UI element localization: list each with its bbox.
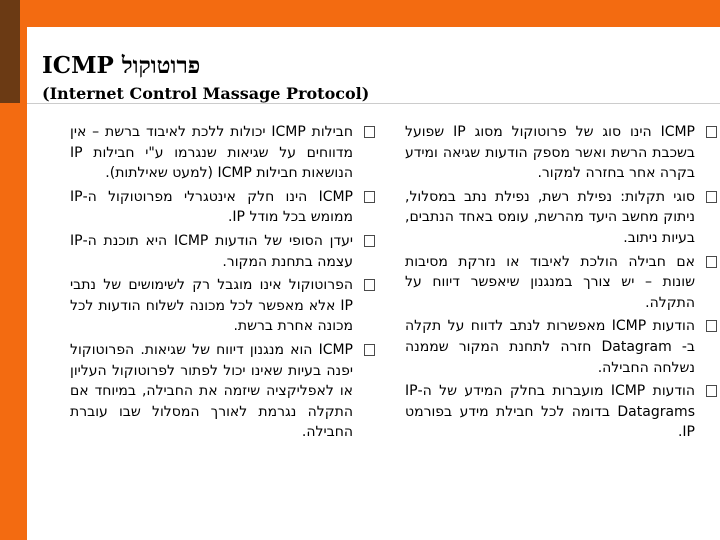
square-bullet-icon xyxy=(364,126,375,138)
square-bullet-icon xyxy=(364,235,375,247)
bullet-list-left xyxy=(70,122,353,446)
title-divider xyxy=(27,103,720,104)
list-item xyxy=(405,316,695,378)
list-item xyxy=(70,231,353,272)
list-item-text: אם חבילה הולכת לאיבוד או נזרקת מסיבות שונות – יש צורך במנגנון שיאפשר דיווח על התקלה. xyxy=(405,253,695,311)
list-item xyxy=(70,340,353,443)
list-item-text: סוגי תקלות: נפילת רשת, נפילת נתב במסלול, ניתוק מחשב היעד מהרשת, עומס באחד הנתבים, בעיות ניתוב. xyxy=(405,188,695,246)
square-bullet-icon xyxy=(706,320,717,332)
square-bullet-icon xyxy=(706,191,717,203)
square-bullet-icon xyxy=(706,126,717,138)
square-bullet-icon xyxy=(364,279,375,291)
list-item-text: ICMP הוא מנגנון דיווח של שגיאות. הפרוטוקול יפנה בעיות שאינו יכול לפתור לפרוטוקול העליון או לאפליקציה שיזמה את החבילה, במיוחד אם התקלה נגרמת לאורך המסלול שבו עוברת החבילה. xyxy=(70,341,353,441)
slide-subtitle: (Internet Control Massage Protocol) xyxy=(42,84,370,103)
slide-title: ICMP פרוטוקול xyxy=(42,52,201,79)
list-item xyxy=(70,187,353,228)
list-item xyxy=(70,275,353,337)
square-bullet-icon xyxy=(364,191,375,203)
list-item xyxy=(405,252,695,314)
list-item-text: ICMP הינו חלק אינטגרלי מפרוטוקול ה-IP ממומש בכל מודל IP. xyxy=(70,188,353,226)
square-bullet-icon xyxy=(706,385,717,397)
list-item xyxy=(405,187,695,249)
bullet-list-right xyxy=(405,122,695,446)
top-accent-bar xyxy=(0,0,720,27)
list-item-text: הפרוטוקול אינו מוגבל רק לשימושים של נתבי IP אלא מאפשר לכל מכונה לשלוח הודעות לכל מכונה אחרת ברשת. xyxy=(70,277,353,335)
list-item xyxy=(405,381,695,443)
list-item-text: הודעות ICMP מאפשרות לנתב לדווח על תקלה ב- Datagram חזרה לתחנת המקור שממנה נשלחה החבילה. xyxy=(405,318,695,376)
list-item-text: חבילות ICMP יכולות ללכת לאיבוד ברשת – אין מדווחים על שגיאות שנגרמו ע"י חבילות IP הנושאות חבילות ICMP (למעט שאילתות). xyxy=(70,124,353,182)
list-item xyxy=(70,122,353,184)
list-item xyxy=(405,122,695,184)
list-item-text: הודעות ICMP מועברות בחלק המידע של ה-IP Datagrams בדומה לכל חבילת מידע בפורמט IP. xyxy=(405,383,695,441)
square-bullet-icon xyxy=(364,344,375,356)
square-bullet-icon xyxy=(706,256,717,268)
list-item-text: ICMP הינו סוג של פרוטוקול מסוג IP שפועל בשכבת הרשת ואשר מספק הודעות שגיאה ומידע בקרה אחר בחזרה למקור. xyxy=(405,124,695,182)
list-item-text: יעדן הסופי של הודעות ICMP היא תוכנת ה-IP עצמה בתחנת המקור. xyxy=(70,232,353,270)
left-accent-bar-dark xyxy=(0,0,20,103)
